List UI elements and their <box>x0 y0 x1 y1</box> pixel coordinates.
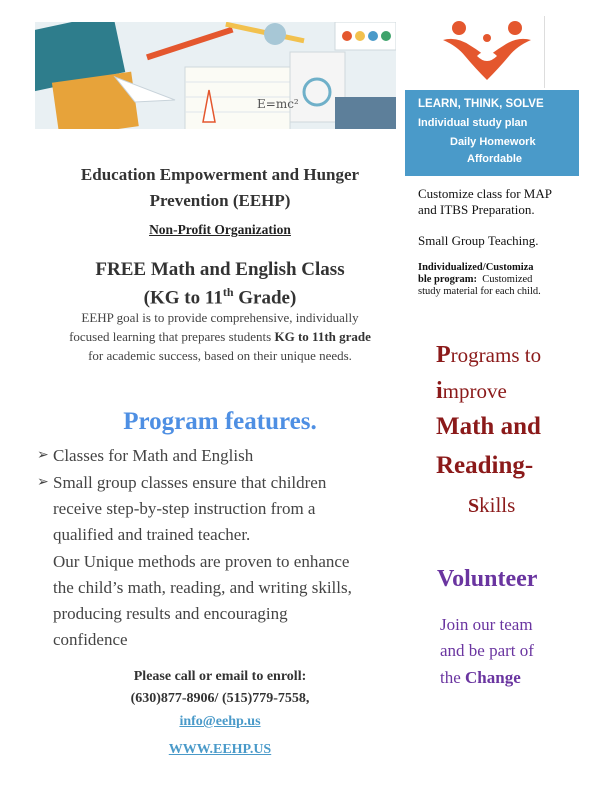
org-title-line1: Education Empowerment and Hunger <box>80 165 360 184</box>
highlight-affordable: Affordable <box>467 153 522 165</box>
goal-line2: focused learning that prepares students KG to 11th grade <box>69 329 371 344</box>
programs-line5: Skills <box>468 493 516 517</box>
individualized-label: ble program: <box>418 274 478 285</box>
highlight-learn: LEARN, THINK, SOLVE <box>418 98 544 110</box>
features-heading: Program features. <box>123 408 317 435</box>
arrow-bullet-icon: ➢ <box>37 475 49 490</box>
goal-line3: for academic success, based on their unique needs. <box>88 348 352 363</box>
individualized-line2: Customized <box>482 274 533 285</box>
volunteer-line2: and be part of <box>440 641 534 660</box>
hero-illustration <box>35 22 396 129</box>
volunteer-line1: Join our team <box>440 615 533 634</box>
class-title-line1: FREE Math and English Class <box>95 259 345 280</box>
desk-illustration <box>35 22 396 129</box>
goal-paragraph <box>45 308 395 365</box>
org-title-line2: Prevention (EEHP) <box>149 191 291 210</box>
programs-line1: Programs to <box>436 342 542 368</box>
individualized-text <box>418 262 588 298</box>
highlights-box <box>405 90 579 176</box>
volunteer-line3: the Change <box>440 668 521 687</box>
enroll-info <box>40 666 400 710</box>
family-heart-icon <box>437 16 537 84</box>
email-link[interactable]: info@eehp.us <box>179 714 261 729</box>
individualized-line1: Individualized/Customiza <box>418 262 534 273</box>
individualized-line3: study material for each child. <box>418 286 541 297</box>
map-itbs-line1: Customize class for MAP <box>418 186 552 201</box>
logo-divider <box>544 16 545 88</box>
highlight-homework: Daily Homework <box>450 136 536 148</box>
website-link[interactable]: WWW.EEHP.US <box>168 742 272 757</box>
class-title <box>40 258 400 309</box>
map-itbs-text <box>418 186 552 218</box>
small-group-text: Small Group Teaching. <box>418 233 539 248</box>
formula-text: E=mc² <box>257 97 299 111</box>
eehp-logo <box>437 16 537 84</box>
org-title <box>40 162 400 214</box>
programs-line2: improve <box>436 378 507 404</box>
arrow-bullet-icon: ➢ <box>37 448 49 463</box>
programs-line3: Math and <box>436 413 541 440</box>
org-subtitle: Non-Profit Organization <box>149 222 291 237</box>
map-itbs-line2: and ITBS Preparation. <box>418 202 535 217</box>
programs-line4: Reading- <box>436 452 534 479</box>
volunteer-heading: Volunteer <box>437 566 538 592</box>
enroll-prompt: Please call or email to enroll: <box>133 669 307 684</box>
highlight-study-plan: Individual study plan <box>418 117 528 129</box>
goal-line1: EEHP goal is to provide comprehensive, individually <box>81 310 359 325</box>
class-title-line2: (KG to 11th Grade) <box>143 285 297 309</box>
phone-numbers[interactable]: (630)877-8906/ (515)779-7558, <box>130 691 310 706</box>
